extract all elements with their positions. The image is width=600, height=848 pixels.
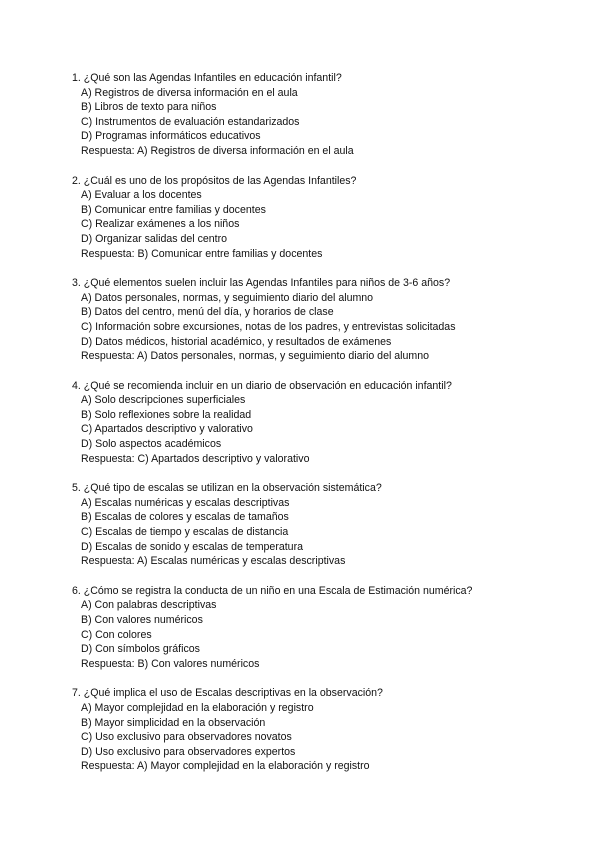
question-text: 3. ¿Qué elementos suelen incluir las Agendas Infantiles para niños de 3-6 años? [72,277,451,290]
question-text: 2. ¿Cuál es uno de los propósitos de las Agendas Infantiles? [72,174,357,187]
answer-option: C) Apartados descriptivo y valorativo [81,423,253,436]
answer-option: B) Datos del centro, menú del día, y horarios de clase [81,306,334,319]
document-page [72,71,572,789]
answer-option: C) Información sobre excursiones, notas de los padres, y entrevistas solicitadas [81,320,456,333]
answer-option: B) Mayor simplicidad en la observación [81,716,266,729]
question-block [72,174,572,262]
answer-option: A) Mayor complejidad en la elaboración y registro [81,701,314,714]
answer-option: C) Con colores [81,628,152,641]
correct-answer: Respuesta: B) Comunicar entre familias y docentes [81,247,323,260]
answer-option: D) Uso exclusivo para observadores expertos [81,745,296,758]
answer-option: D) Con símbolos gráficos [81,643,200,656]
question-block [72,481,572,569]
answer-option: D) Programas informáticos educativos [81,130,261,143]
question-text: 5. ¿Qué tipo de escalas se utilizan en la observación sistemática? [72,482,382,495]
question-text: 4. ¿Qué se recomienda incluir en un diario de observación en educación infantil? [72,379,452,392]
correct-answer: Respuesta: A) Datos personales, normas, y seguimiento diario del alumno [81,350,430,363]
answer-option: A) Escalas numéricas y escalas descriptivas [81,496,290,509]
question-block [72,379,572,467]
answer-option: A) Datos personales, normas, y seguimiento diario del alumno [81,291,374,304]
correct-answer: Respuesta: C) Apartados descriptivo y valorativo [81,452,310,465]
answer-option: B) Con valores numéricos [81,614,203,626]
answer-option: C) Escalas de tiempo y escalas de distancia [81,526,289,539]
answer-option: B) Libros de texto para niños [81,101,217,114]
correct-answer: Respuesta: B) Con valores numéricos [81,657,260,670]
answer-option: C) Realizar exámenes a los niños [81,218,240,231]
answer-option: B) Escalas de colores y escalas de tamaños [81,511,289,524]
answer-option: C) Instrumentos de evaluación estandarizados [81,115,300,128]
question-text: 7. ¿Qué implica el uso de Escalas descriptivas en la observación? [72,687,383,700]
question-block [72,686,572,774]
answer-option: C) Uso exclusivo para observadores novatos [81,731,292,744]
answer-option: D) Solo aspectos académicos [81,438,222,451]
question-block [72,584,572,672]
question-block [72,71,572,159]
answer-option: A) Registros de diversa información en el aula [81,86,298,99]
question-text: 1. ¿Qué son las Agendas Infantiles en educación infantil? [72,72,342,84]
answer-option: B) Comunicar entre familias y docentes [81,203,266,216]
answer-option: D) Organizar salidas del centro [81,232,228,245]
answer-option: A) Solo descripciones superficiales [81,394,246,407]
correct-answer: Respuesta: A) Escalas numéricas y escalas descriptivas [81,555,346,568]
question-block [72,276,572,364]
answer-option: A) Con palabras descriptivas [81,599,217,612]
answer-option: D) Escalas de sonido y escalas de temperatura [81,540,303,553]
answer-option: D) Datos médicos, historial académico, y resultados de exámenes [81,335,392,348]
correct-answer: Respuesta: A) Mayor complejidad en la elaboración y registro [81,760,370,773]
question-text: 6. ¿Cómo se registra la conducta de un niño en una Escala de Estimación numérica? [72,584,473,597]
answer-option: A) Evaluar a los docentes [81,189,202,202]
answer-option: B) Solo reflexiones sobre la realidad [81,408,252,421]
correct-answer: Respuesta: A) Registros de diversa información en el aula [81,144,354,157]
